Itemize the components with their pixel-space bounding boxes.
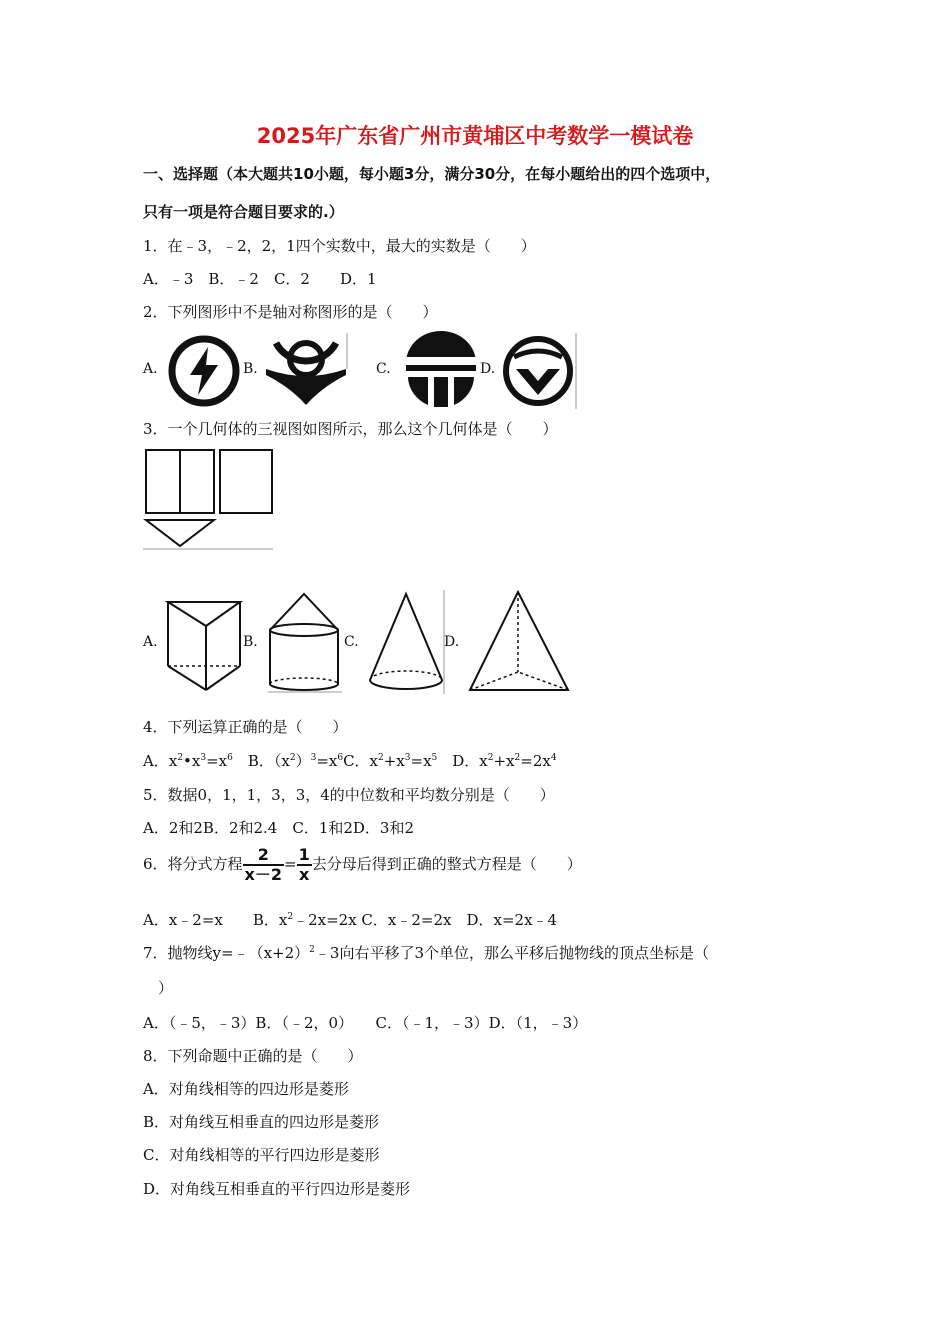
q3-label-d: D. (444, 634, 460, 650)
q8-option-d: D．对角线互相垂直的平行四边形是菱形 (143, 1180, 411, 1198)
cone-figure (364, 590, 448, 694)
q2-label-a: A. (143, 361, 158, 377)
q8-option-c: C．对角线相等的平行四边形是菱形 (143, 1146, 380, 1164)
q1-stem: 1．在﹣3，﹣2，2，1四个实数中，最大的实数是（ ） (143, 237, 536, 255)
q7-options: A．（﹣5，﹣3）B．（﹣2，0） C．（﹣1，﹣3）D．（1，﹣3） (143, 1014, 588, 1032)
cone-cylinder-figure (264, 590, 344, 694)
q2-stem: 2．下列图形中不是轴对称图形的是（ ） (143, 303, 438, 321)
q6-stem: 6．将分式方程 $\frac{2}{x-2}$ = $\frac{1}{x}$ 去分母后得到正确的整式方程是（ ） (143, 845, 582, 884)
q8-option-a: A．对角线相等的四边形是菱形 (143, 1080, 349, 1098)
q3-label-c: C. (344, 634, 359, 650)
q1-options: A．﹣3 B．﹣2 C．2 D．1 (143, 270, 377, 288)
fraction-1: $\frac{2}{x-2}$ (244, 845, 283, 884)
q3-label-a: A. (143, 634, 158, 650)
q6-options: A．x﹣2=x B．$x^2﹣2x=2x$ C．x﹣2=2x D．x=2x﹣4 (143, 911, 558, 929)
pyramid-figure (466, 590, 572, 694)
three-views-figure (143, 448, 275, 552)
q4-options: A．$x^2•x^3=x^6$ B．$(x^2)^3=x^6C$．$x^2+x^3=x^5$ D．$x^2+x^2=2x^4$ (143, 752, 557, 770)
q3-label-b: B. (243, 634, 258, 650)
lightning-circle-figure (166, 333, 242, 409)
q7-stem-cont: ） (143, 979, 174, 997)
q7-stem: 7．抛物线$y=﹣(x+2)^2﹣3$向右平移了3个单位，那么平移后抛物线的顶点坐标是（ (143, 944, 709, 962)
page-title: 2025年广东省广州市黄埔区中考数学一模试卷 (256, 124, 694, 148)
q3-stem: 3．一个几何体的三视图如图所示，那么这个几何体是（ ） (143, 420, 558, 438)
q8-option-b: B．对角线互相垂直的四边形是菱形 (143, 1113, 380, 1131)
t-circle-figure (402, 333, 480, 409)
q5-options: A．2和2B．2和2.4 C．1和2D．3和2 (143, 819, 415, 837)
q2-label-d: D. (480, 361, 496, 377)
v-circle-figure (500, 333, 578, 409)
section-heading-line1: 一、选择题（本大题共10小题，每小题3分，满分30分，在每小题给出的四个选项中， (143, 165, 721, 183)
q2-label-c: C. (376, 361, 391, 377)
fraction-2: $\frac{1}{x}$ (298, 845, 310, 884)
triangular-prism-figure (164, 598, 244, 694)
q2-label-b: B. (243, 361, 258, 377)
q4-stem: 4．下列运算正确的是（ ） (143, 718, 348, 736)
q8-stem: 8．下列命题中正确的是（ ） (143, 1047, 363, 1065)
cup-circle-figure (262, 333, 350, 409)
section-heading-line2: 只有一项是符合题目要求的.） (143, 203, 344, 221)
q5-stem: 5．数据0，1，1，3，3，4的中位数和平均数分别是（ ） (143, 786, 555, 804)
